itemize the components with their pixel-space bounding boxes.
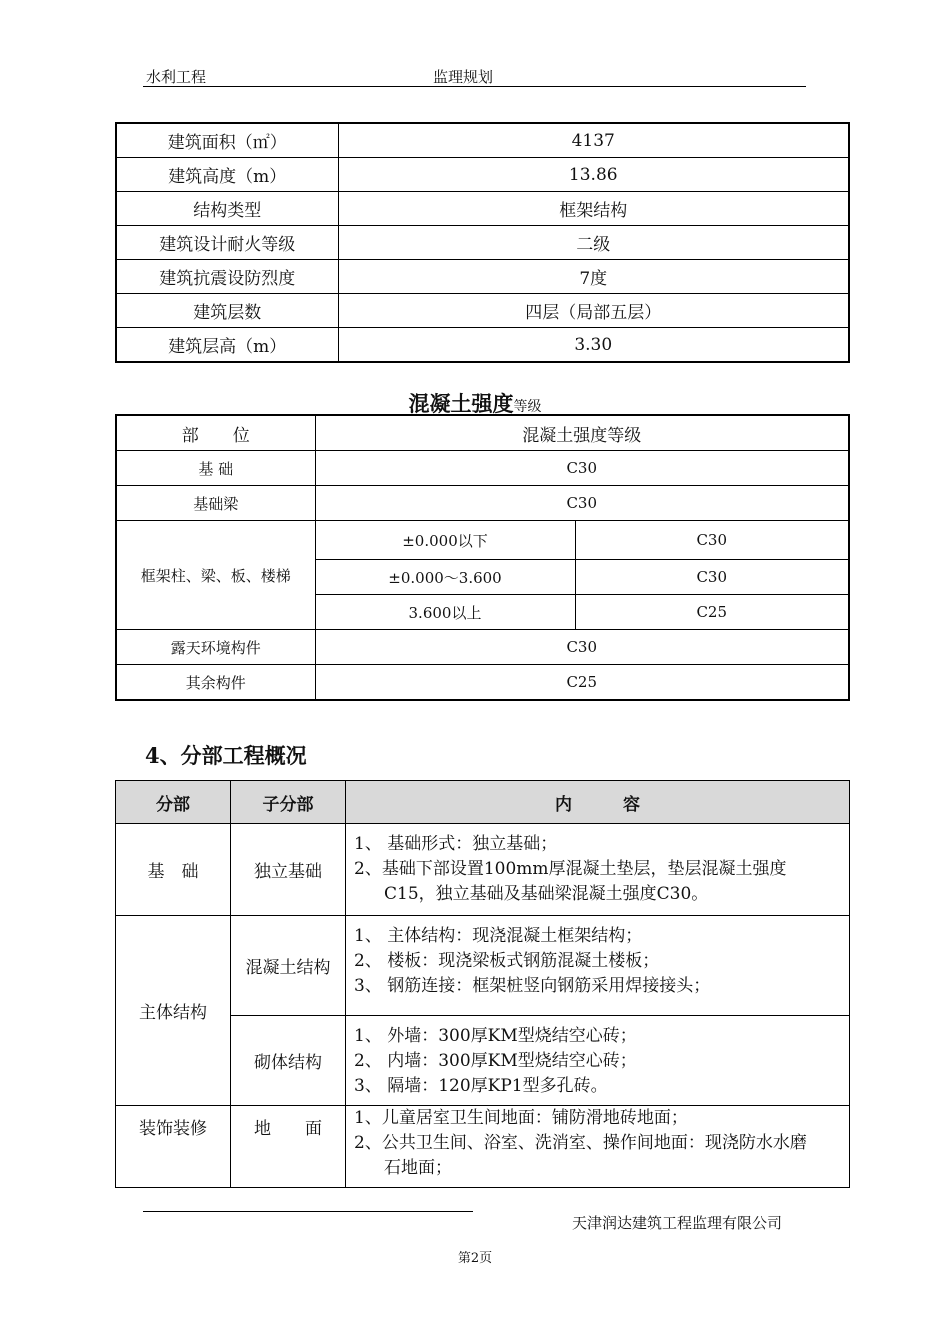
table-row <box>116 328 849 363</box>
grade-cell: C25 <box>575 595 849 630</box>
table-row <box>116 521 849 560</box>
content-line: 1、 基础形式：独立基础； <box>354 834 558 854</box>
building-info-table <box>115 122 850 363</box>
part-cell: 框架柱、梁、板、楼梯 <box>116 521 315 630</box>
table-row <box>116 294 849 328</box>
division-cell: 主体结构 <box>116 916 231 1106</box>
row-value: 4137 <box>338 123 849 158</box>
content-line: 2、基础下部设置100mm厚混凝土垫层，垫层混凝土强度 <box>354 859 787 879</box>
row-label: 建筑高度（m） <box>116 158 338 192</box>
table-row <box>116 158 849 192</box>
subdivision-cell: 砌体结构 <box>231 1016 346 1106</box>
concrete-strength-table <box>115 414 850 701</box>
part-cell: 露天环境构件 <box>116 630 315 665</box>
concrete-title-main: 混凝土强度 <box>408 391 514 416</box>
table-row <box>116 665 849 701</box>
content-line: 2、 内墙：300厚KM型烧结空心砖； <box>354 1051 637 1071</box>
table-row <box>116 123 849 158</box>
footer-divider <box>143 1211 473 1212</box>
part-cell: 其余构件 <box>116 665 315 701</box>
footer-company: 天津润达建筑工程监理有限公司 <box>572 1214 783 1232</box>
table-row <box>116 824 850 916</box>
row-label: 建筑抗震设防烈度 <box>116 260 338 294</box>
concrete-title-suffix: 等级 <box>513 399 542 415</box>
header-division: 分部 <box>116 781 231 824</box>
content-line: 2、 楼板：现浇梁板式钢筋混凝土楼板； <box>354 951 660 971</box>
part-cell: 基 础 <box>116 451 315 486</box>
table-header-row <box>116 781 850 824</box>
part-cell: 基础梁 <box>116 486 315 521</box>
header-subdivision: 子分部 <box>231 781 346 824</box>
row-value: 框架结构 <box>338 192 849 226</box>
row-value: 二级 <box>338 226 849 260</box>
row-value: 四层（局部五层） <box>338 294 849 328</box>
header-content: 内 容 <box>346 781 850 824</box>
subdivision-cell: 独立基础 <box>231 824 346 916</box>
content-line: 2、公共卫生间、浴室、洗消室、操作间地面：现浇防水水磨 <box>354 1133 807 1153</box>
table-row <box>116 260 849 294</box>
table-row <box>116 486 849 521</box>
header-grade: 混凝土强度等级 <box>315 415 849 451</box>
content-line: 3、 隔墙：120厚KP1型多孔砖。 <box>354 1076 608 1096</box>
subdivision-cell: 混凝土结构 <box>231 916 346 1016</box>
grade-cell: C30 <box>575 521 849 560</box>
level-cell: ±0.000以下 <box>315 521 575 560</box>
content-line: 石地面； <box>384 1158 452 1178</box>
row-label: 建筑面积（㎡） <box>116 123 338 158</box>
subdivision-cell: 地 面 <box>231 1106 346 1188</box>
row-label: 建筑层数 <box>116 294 338 328</box>
table-row <box>116 1106 850 1188</box>
division-cell: 装饰装修 <box>116 1106 231 1188</box>
table-row <box>116 630 849 665</box>
row-value: 3.30 <box>338 328 849 363</box>
content-cell <box>346 824 850 916</box>
row-label: 结构类型 <box>116 192 338 226</box>
table-row <box>116 192 849 226</box>
row-label: 建筑设计耐火等级 <box>116 226 338 260</box>
division-cell: 基 础 <box>116 824 231 916</box>
content-line: C15，独立基础及基础梁混凝土强度C30。 <box>384 884 709 904</box>
table-row <box>116 916 850 1016</box>
content-cell <box>346 1106 850 1188</box>
content-line: 1、 主体结构：现浇混凝土框架结构； <box>354 926 643 946</box>
grade-cell: C30 <box>315 630 849 665</box>
grade-cell: C30 <box>315 451 849 486</box>
table-row <box>116 226 849 260</box>
division-overview-table <box>115 780 850 1188</box>
grade-cell: C25 <box>315 665 849 701</box>
header-left: 水利工程 <box>146 68 207 86</box>
row-value: 7度 <box>338 260 849 294</box>
content-line: 1、儿童居室卫生间地面：铺防滑地砖地面； <box>354 1108 688 1128</box>
header-part: 部 位 <box>116 415 315 451</box>
table-header-row <box>116 415 849 451</box>
content-cell <box>346 1016 850 1106</box>
content-line: 3、 钢筋连接：框架桩竖向钢筋采用焊接接头； <box>354 976 711 996</box>
row-label: 建筑层高（m） <box>116 328 338 363</box>
grade-cell: C30 <box>315 486 849 521</box>
level-cell: 3.600以上 <box>315 595 575 630</box>
header-center: 监理规划 <box>433 68 494 86</box>
section-heading: 4、分部工程概况 <box>145 743 307 768</box>
page-number: 第2页 <box>457 1251 493 1266</box>
row-value: 13.86 <box>338 158 849 192</box>
table-row <box>116 451 849 486</box>
content-cell <box>346 916 850 1016</box>
header-divider <box>143 86 806 87</box>
grade-cell: C30 <box>575 560 849 595</box>
content-line: 1、 外墙：300厚KM型烧结空心砖； <box>354 1026 637 1046</box>
level-cell: ±0.000～3.600 <box>315 560 575 595</box>
